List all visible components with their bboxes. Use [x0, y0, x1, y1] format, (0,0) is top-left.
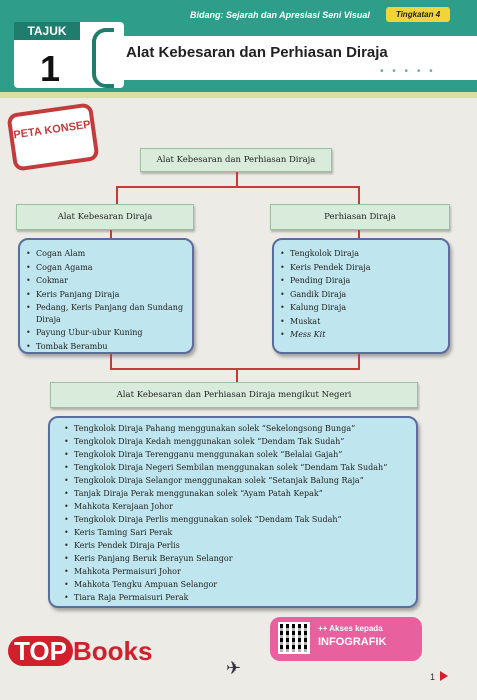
list-item: • Kalung Diraja: [278, 302, 442, 314]
list-item: • Gandik Diraja: [278, 289, 442, 301]
list-item: • Tengkolok Diraja Selangor menggunakan solek “Setanjak Balung Raja”: [62, 476, 410, 486]
bottom-list-box: [48, 416, 418, 608]
paper-plane-icon: ✈: [226, 658, 242, 679]
list-item: • Mahkota Kerajaan Johor: [62, 502, 410, 512]
list-item: • Muskat: [278, 316, 442, 328]
watermark-top: TOP: [8, 636, 73, 666]
promo-caption: ++ Akses kepada: [318, 624, 383, 633]
connector-line: [116, 186, 118, 204]
header-stripe: [0, 92, 477, 98]
list-item: • Mahkota Tengku Ampuan Selangor: [62, 580, 410, 590]
list-item: • Mess Kit: [278, 329, 442, 341]
list-item: • Tengkolok Diraja Pahang menggunakan solek “Sekelongsong Bunga”: [62, 424, 410, 434]
form-level-badge: Tingkatan 4: [386, 7, 450, 22]
connector-line: [110, 230, 112, 238]
list-item: • Pedang, Keris Panjang dan Sundang Diraja: [24, 302, 186, 325]
connector-line: [110, 354, 112, 368]
promo-title: INFOGRAFIK: [318, 636, 387, 648]
tajuk-label: TAJUK: [14, 22, 80, 40]
right-branch-heading: Perhiasan Diraja: [270, 204, 450, 230]
topbooks-watermark-logo: [8, 636, 152, 667]
list-item: • Tiara Raja Permaisuri Perak: [62, 593, 410, 603]
left-branch-heading: Alat Kebesaran Diraja: [16, 204, 194, 230]
bottom-branch-heading: Alat Kebesaran dan Perhiasan Diraja mengikut Negeri: [50, 382, 418, 408]
root-node: Alat Kebesaran dan Perhiasan Diraja: [140, 148, 332, 172]
list-item: • Tengkolok Diraja Terengganu menggunakan solek “Belalai Gajah”: [62, 450, 410, 460]
bottom-list: [62, 424, 410, 603]
title-bracket-decoration: [92, 28, 114, 88]
list-item: • Pending Diraja: [278, 275, 442, 287]
list-item: • Tengkolok Diraja Negeri Sembilan menggunakan solek “Dendam Tak Sudah”: [62, 463, 410, 473]
list-item: • Tombak Berambu: [24, 341, 186, 353]
page-title: Alat Kebesaran dan Perhiasan Diraja: [126, 44, 388, 61]
connector-line: [110, 368, 360, 370]
connector-line: [236, 368, 238, 382]
dots-decoration: • • • • •: [380, 66, 436, 77]
list-item: • Cokmar: [24, 275, 186, 287]
right-list-box: [272, 238, 450, 354]
list-item: • Keris Pendek Diraja: [278, 262, 442, 274]
list-item: • Mahkota Permaisuri Johor: [62, 567, 410, 577]
right-list: [278, 248, 442, 341]
list-item: • Tengkolok Diraja: [278, 248, 442, 260]
connector-line: [358, 230, 360, 238]
qr-code-icon[interactable]: [278, 622, 310, 654]
list-item: • Payung Ubur-ubur Kuning: [24, 327, 186, 339]
list-item: • Keris Panjang Diraja: [24, 289, 186, 301]
peta-konsep-badge: PETA KONSEP: [6, 102, 99, 171]
connector-line: [236, 172, 238, 186]
page-arrow-icon: [440, 671, 448, 681]
connector-line: [358, 186, 360, 204]
list-item: • Cogan Alam: [24, 248, 186, 260]
left-list-box: [18, 238, 194, 354]
subject-field-label: Bidang: Sejarah dan Apresiasi Seni Visual: [190, 10, 370, 20]
connector-line: [358, 354, 360, 368]
connector-line: [116, 186, 360, 188]
list-item: • Keris Panjang Beruk Berayun Selangor: [62, 554, 410, 564]
page-number: 1: [430, 672, 436, 682]
tajuk-number: 1: [40, 48, 61, 89]
list-item: • Keris Taming Sari Perak: [62, 528, 410, 538]
list-item: • Cogan Agama: [24, 262, 186, 274]
list-item: • Tanjak Diraja Perak menggunakan solek “Ayam Patah Kepak”: [62, 489, 410, 499]
list-item: • Keris Pendek Diraja Perlis: [62, 541, 410, 551]
list-item: • Tengkolok Diraja Perlis menggunakan solek “Dendam Tak Sudah”: [62, 515, 410, 525]
watermark-books: Books: [72, 636, 153, 666]
list-item: • Tengkolok Diraja Kedah menggunakan solek “Dendam Tak Sudah”: [62, 437, 410, 447]
left-list: [24, 248, 186, 352]
